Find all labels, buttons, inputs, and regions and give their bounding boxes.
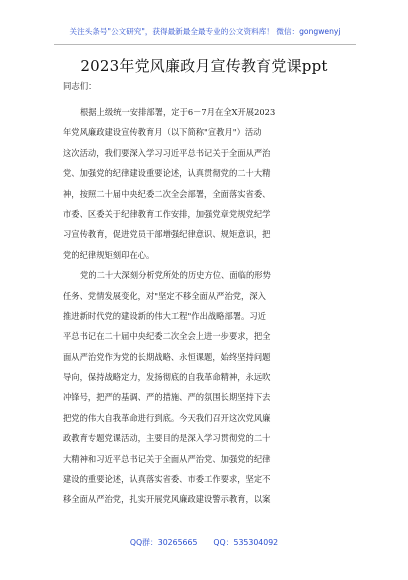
footer-qq-group: QQ群：30265665 bbox=[129, 538, 198, 547]
body-line: 习宣传教育，促进党员干部增强纪律意识、规矩意识，把 bbox=[63, 229, 271, 240]
body-line: 建设的重要论述，认真落实省委、市委工作要求，坚定不 bbox=[63, 474, 271, 485]
body-line: 党、加强党的纪律建设重要论述，认真贯彻党的二十大精 bbox=[63, 168, 271, 179]
body-line: 市委、区委关于纪律教育工作安排，加强党章党规党纪学 bbox=[63, 208, 271, 219]
body-line: 政教育专题党课活动，主要目的是深入学习贯彻党的二十 bbox=[63, 433, 271, 444]
body-line: 根据上级统一安排部署，定于6－7月在全X开展2023 bbox=[80, 107, 276, 117]
body-line: 党的纪律规矩刻印在心。 bbox=[63, 249, 155, 260]
body-line: 平总书记在二十届中央纪委二次全会上进一步要求，把全 bbox=[63, 331, 271, 342]
body-line: 导向，保持战略定力，发扬彻底的自我革命精神，永远吹 bbox=[63, 372, 271, 383]
body-line: 神，按照二十届中央纪委二次全会部署，全面落实省委、 bbox=[63, 188, 271, 199]
body-line: 任务、党情发展变化，对"坚定不移全面从严治党，深入 bbox=[63, 290, 266, 301]
page-header bbox=[54, 26, 356, 45]
body-line: 这次活动，我们要深入学习习近平总书记关于全面从严治 bbox=[63, 147, 271, 158]
greeting: 同志们： bbox=[63, 81, 97, 91]
body-line: 大精神和习近平总书记关于全面从严治党、加强党的纪律 bbox=[63, 453, 271, 464]
body-line: 面从严治党作为党的长期战略、永恒课题，始终坚持问题 bbox=[63, 351, 271, 362]
body-line: 推进新时代党的建设新的伟大工程"作出战略部署。习近 bbox=[63, 310, 266, 321]
body-line: 把党的伟大自我革命进行到底。今天我们召开这次党风廉 bbox=[63, 412, 271, 423]
header-text: 关注头条号"公文研究"，获得最新最全最专业的公文资料库！ 微信：gongwenyj bbox=[69, 27, 341, 36]
body-line: 年党风廉政建设宣传教育月（以下简称"宣教月"）活动 bbox=[63, 127, 262, 138]
document-body bbox=[63, 102, 347, 510]
body-line: 移全面从严治党，扎实开展党风廉政建设警示教育，以案 bbox=[63, 494, 271, 505]
body-line: 冲锋号，把严的基调、严的措施、严的氛围长期坚持下去 bbox=[63, 392, 271, 403]
page-footer bbox=[0, 537, 408, 548]
document-title: 2023年党风廉政月宣传教育党课ppt bbox=[80, 57, 328, 75]
footer-qq: QQ：535304092 bbox=[213, 538, 279, 547]
body-line: 党的二十大深刻分析党所处的历史方位、面临的形势 bbox=[80, 270, 271, 281]
